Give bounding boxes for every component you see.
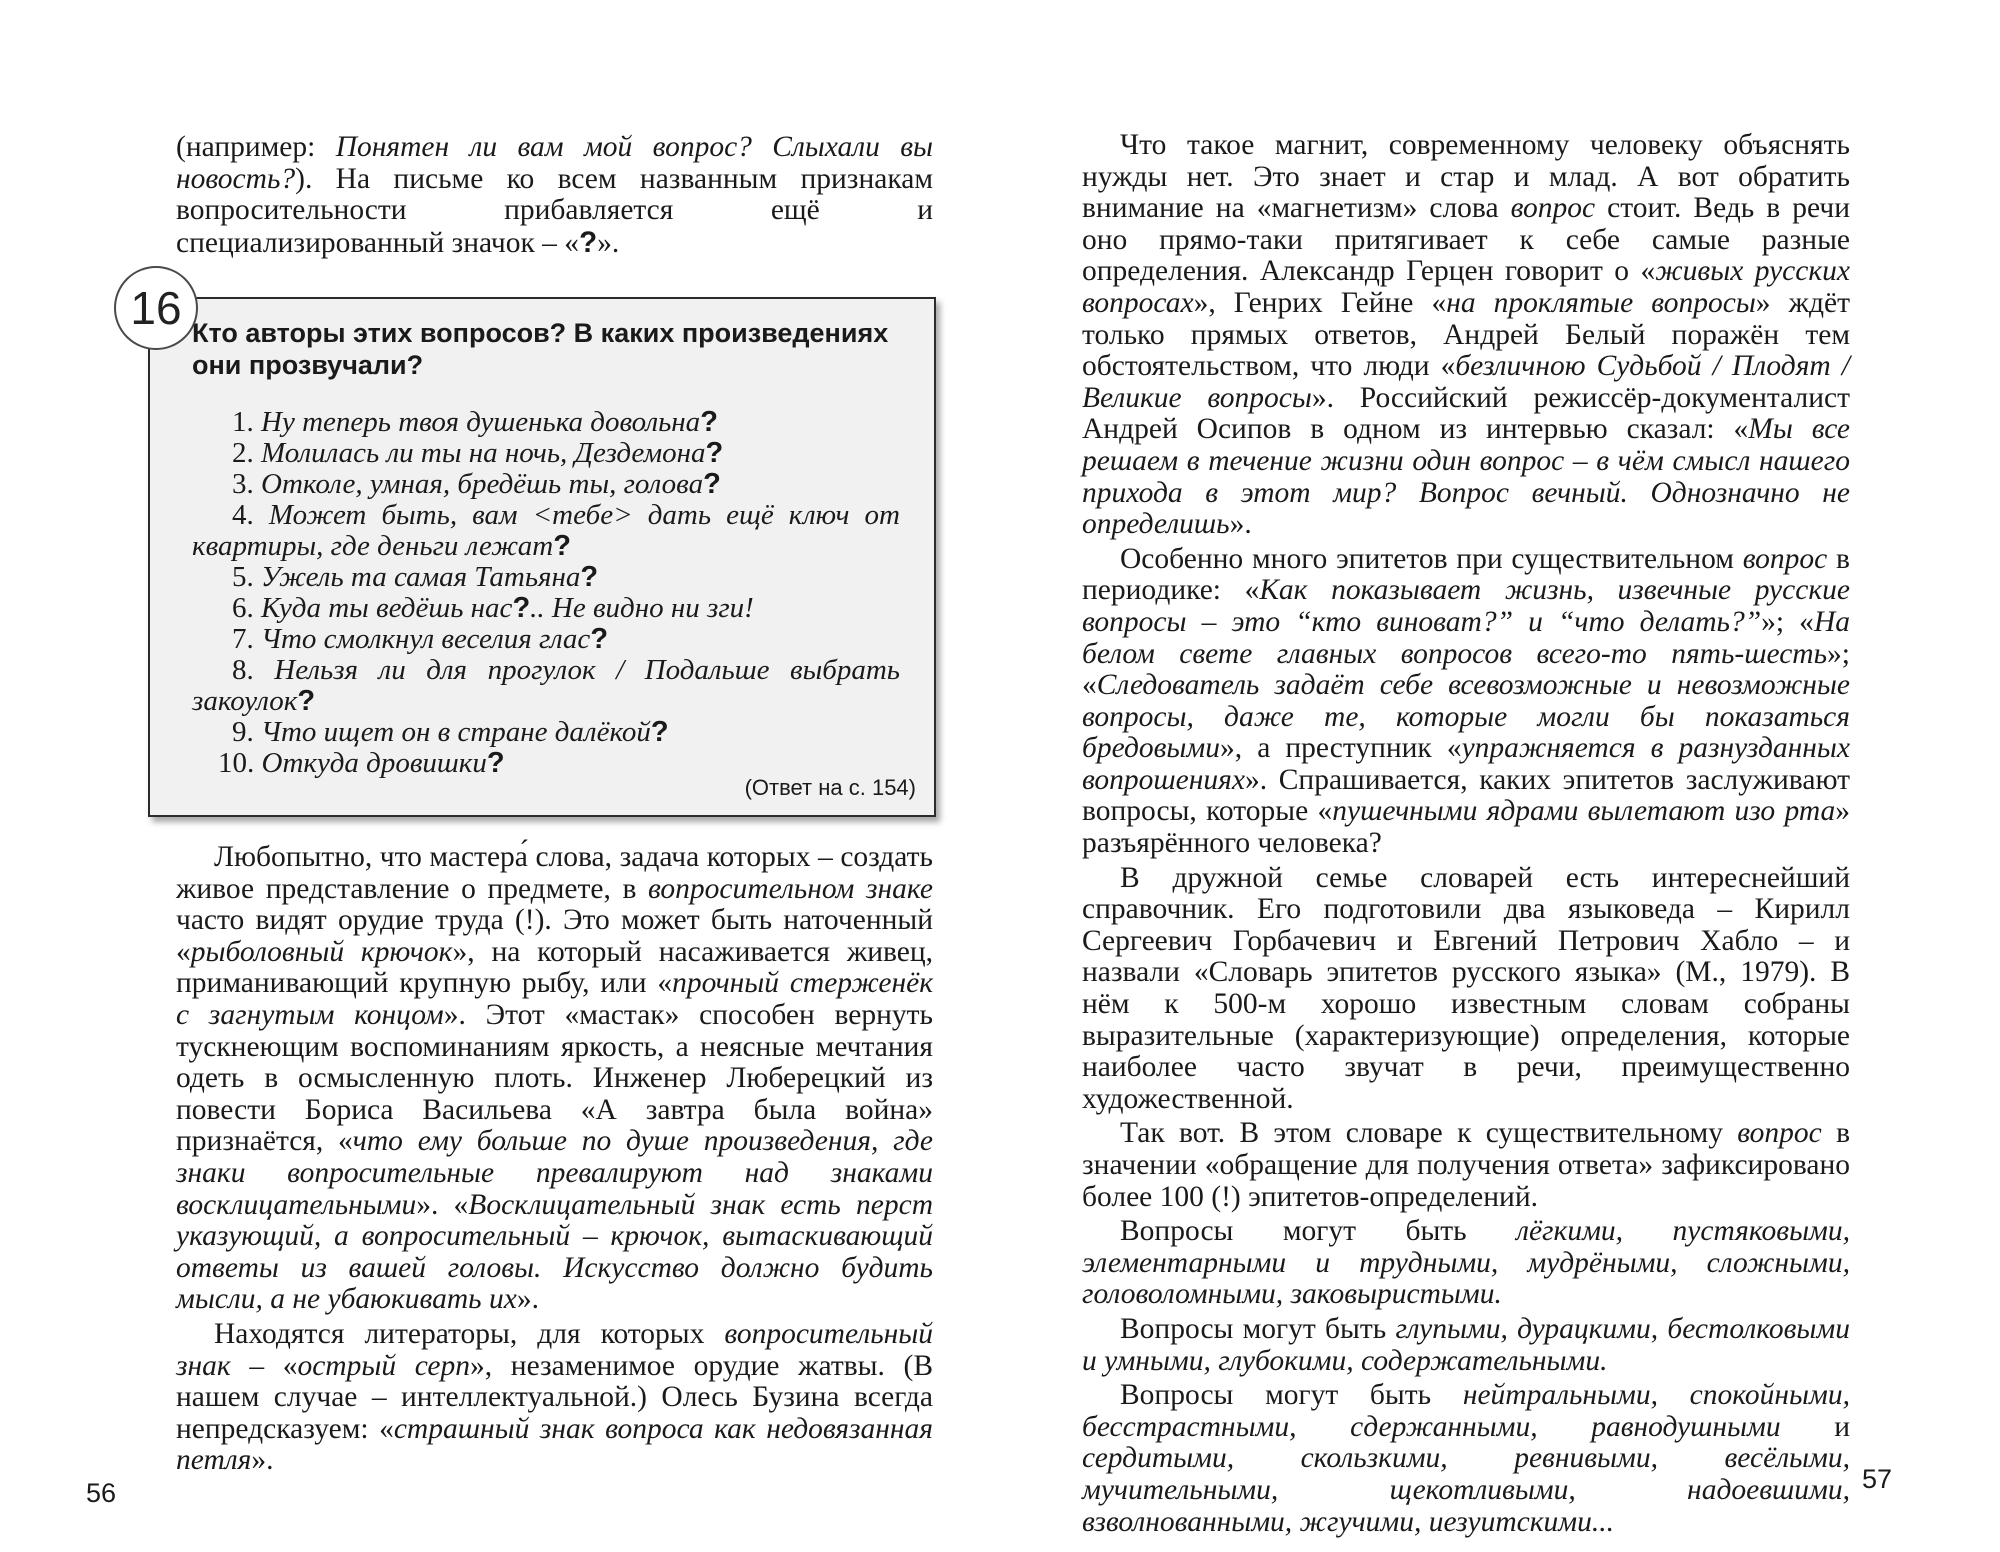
exercise-number-badge: 16 <box>114 266 198 350</box>
page-number: 56 <box>86 1478 117 1508</box>
item-text: .. Не видно ни зги! <box>530 592 754 624</box>
italic-span: острый серп <box>297 1349 471 1382</box>
question-mark: ? <box>579 225 598 259</box>
exercise-title: Кто авторы этих вопросов? В каких произведениях они прозвучали? <box>192 318 889 380</box>
italic-span: живых русских вопросах <box>1082 255 1850 319</box>
text-span: » ждёт только прямых ответов, Андрей Белый поражён тем обстоятельством, что люди « <box>1082 286 1850 383</box>
item-number: 7. <box>232 623 254 655</box>
item-number: 1. <box>232 406 254 438</box>
text-span: ». <box>251 1444 274 1477</box>
italic-span: Восклицательный знак есть перст указующий, а вопросительный – крючок, вытаскивающий ответы из вашей головы. Искусство должно будить мысли, а не убаюкивать их <box>176 1188 933 1316</box>
item-text: Ужель та самая Татьяна <box>261 561 581 593</box>
exercise-item <box>192 500 900 562</box>
item-number: 9. <box>232 716 254 748</box>
italic-span: пушечными ядрами вылетают изо рта <box>1332 795 1836 828</box>
right-page <box>1000 0 2000 1552</box>
item-number: 3. <box>232 468 254 500</box>
text-span: ». « <box>416 1188 469 1221</box>
item-text: Молилась ли ты на ночь, Дездемона <box>261 437 706 469</box>
italic-span: нейтральными, спокойными, бесстрастными, сдержанными, равнодушными <box>1082 1379 1850 1443</box>
question-mark: ? <box>590 623 609 655</box>
text-span: Так вот. В этом словаре к существительному <box>1120 1117 1738 1150</box>
text-span: Вопросы могут быть <box>1120 1215 1517 1248</box>
italic-span: упражняется в разнузданных вопрошениях <box>1082 732 1850 796</box>
question-mark: ? <box>486 747 505 779</box>
text-span: ». Российский режиссёр-документалист Андрей Осипов в одном из интервью сказал: « <box>1082 381 1851 446</box>
text-span: », на который насаживается живец, приманивающий крупную рыбу, или « <box>176 935 934 1000</box>
text-span: ». Этот «мастак» способен вернуть тускнеющим воспоминаниям яркость, а неясные мечтания одеть в осмысленную плоть. Инженер Люберецкий из повести Бориса Васильева «А завтра была война» признаётся, « <box>176 998 933 1158</box>
italic-quote: Понятен ли вам мой вопрос? Слыхали вы новость? <box>176 131 933 195</box>
text-span: Любопытно, что мастера́ слова, задача которых – создать живое представление о предмете, в <box>176 841 933 905</box>
text-span: »; « <box>1082 637 1850 702</box>
text-span: » разъярённого человека? <box>1082 795 1850 860</box>
text-span: ». <box>516 1283 539 1316</box>
text-span: в периодике: « <box>1082 542 1850 607</box>
item-number: 5. <box>232 561 254 593</box>
text-span: », Генрих Гейне « <box>1193 286 1447 319</box>
item-number: 6. <box>232 592 254 624</box>
exercise-item <box>192 562 900 593</box>
paragraph <box>176 842 933 1316</box>
italic-span: Следователь задаёт себе всевозможные и невозможные вопросы, даже те, которые могли бы показаться бредовыми <box>1082 669 1850 765</box>
paragraph <box>1082 544 1850 860</box>
paragraph <box>1082 1380 1850 1538</box>
question-mark: ? <box>700 406 718 438</box>
item-text: Нельзя ли для прогулок / Подальше выбрать закоулок <box>192 654 900 717</box>
item-number: 2. <box>232 437 254 469</box>
paragraph <box>1082 130 1850 541</box>
item-text: Откуда дровишки <box>261 747 487 779</box>
item-number: 10. <box>218 747 255 779</box>
paragraph: В дружной семье словарей есть интереснейший справочник. Его подготовили два языковеда – Кирилл Сергеевич Горбачевич и Евгений Петрович Хабло – и назвали «Словарь эпитетов русского языка» (М., 1979). В нём к 500-м хорошо известным словам собраны выразительные (характеризующие) определения, которые наиболее часто звучат в речи, преимущественно художественной. <box>1082 861 1850 1115</box>
item-number: 8. <box>232 654 254 686</box>
text-span: ». <box>597 226 620 259</box>
text-span: ». <box>1229 508 1252 541</box>
text-span: – « <box>230 1349 298 1382</box>
exercise-item <box>192 407 900 438</box>
italic-span: что ему больше по душе произведения, где знаки вопросительные превалируют над знаками восклицательными <box>176 1125 933 1221</box>
italic-span: безличною Судьбой / Плодят / Великие вопросы <box>1082 350 1850 414</box>
text-span: Вопросы могут быть <box>1120 1379 1463 1412</box>
exercise-item <box>192 624 900 655</box>
right-body-text <box>1082 130 1850 1538</box>
italic-span: вопрос <box>1742 542 1828 575</box>
intro-text <box>176 132 933 259</box>
text-span: и <box>1780 1410 1850 1443</box>
text-span: ). На письме ко всем названным признакам вопросительности прибавляется ещё и специализированный значок – « <box>176 162 933 259</box>
text-span: ». Спрашивается, каких эпитетов заслуживают вопросы, которые « <box>1082 763 1850 828</box>
italic-span: прочный стерженёк с загнутым концом <box>176 967 933 1031</box>
italic-span: глупыми, дурацкими, бестолковыми и умными, глубокими, содержательными. <box>1082 1312 1850 1377</box>
item-text: Может быть, вам <тебе> дать ещё ключ от квартиры, где деньги лежат <box>192 499 901 562</box>
text-span: в значении «обращение для получения ответа» зафиксировано более 100 (!) эпитетов-определений. <box>1082 1117 1850 1213</box>
text-span: стоит. Ведь в речи оно прямо-таки притягивает к себе самые разные определения. Александр Герцен говорит о « <box>1082 192 1851 288</box>
text-span: »; « <box>1761 605 1814 638</box>
exercise-answer-reference: (Ответ на с. 154) <box>744 775 916 800</box>
italic-span: вопросительном знаке <box>648 872 933 905</box>
exercise-list <box>192 407 900 779</box>
paragraph <box>1082 1216 1850 1311</box>
text-span: часто видят орудие труда (!). Это может быть наточенный « <box>176 904 933 968</box>
question-mark: ? <box>703 468 721 500</box>
question-mark: ? <box>553 530 571 562</box>
text-span: », незаменимое орудие жатвы. (В нашем случае – интеллектуальной.) Олесь Бузина всегда непредсказуем: « <box>176 1349 933 1445</box>
text-span: Особенно много эпитетов при существительном <box>1120 542 1743 575</box>
italic-span: Как показывает жизнь, извечные русские вопросы – это “кто виноват?” и “что делать?” <box>1082 574 1850 638</box>
question-mark: ? <box>650 716 669 748</box>
italic-span: рыболовный крючок <box>190 935 453 968</box>
exercise-item <box>192 717 900 748</box>
question-mark: ? <box>705 437 724 469</box>
exercise-item <box>192 593 900 624</box>
text-span: », а преступник « <box>1219 732 1462 765</box>
italic-span: вопросительный знак <box>176 1317 933 1382</box>
paragraph <box>1082 1314 1850 1377</box>
italic-span: сердитыми, скользкими, ревнивыми, весёлыми, мучительными, щекотливыми, надоевшими, взволнованными, жгучими, иезуитскими... <box>1082 1442 1850 1538</box>
item-text: Что ищет он в стране далёкой <box>261 716 651 748</box>
italic-span: вопрос <box>1737 1117 1822 1150</box>
text-span: Находятся литераторы, для которых <box>214 1317 725 1350</box>
italic-span: На белом свете главных вопросов всего-то пять-шесть <box>1082 605 1850 670</box>
italic-span: страшный знак вопроса как недовязанная петля <box>176 1412 933 1477</box>
italic-span: Мы все решаем в течение жизни один вопрос – в чём смысл нашего прихода в этот мир? Вопрос вечный. Однозначно не определишь <box>1082 413 1850 541</box>
exercise-box <box>148 297 936 817</box>
left-body-text <box>176 842 933 1477</box>
italic-span: лёгкими, пустяковыми, элементарными и трудными, мудрёными, сложными, головоломными, заковыристыми. <box>1082 1215 1850 1311</box>
page-number: 57 <box>1862 1464 1893 1494</box>
exercise-item <box>192 438 900 469</box>
item-text: Куда ты ведёшь нас <box>261 592 513 624</box>
exercise-item <box>192 655 900 717</box>
question-mark: ? <box>512 592 531 624</box>
item-text: Что смолкнул веселия глас <box>261 623 591 655</box>
item-text: Ну теперь твоя душенька довольна <box>261 406 701 438</box>
intro-paragraph <box>176 132 933 259</box>
italic-span: вопрос <box>1510 192 1596 225</box>
text-span: Что такое магнит, современному человеку объяснять нужды нет. Это знает и стар и млад. А вот обратить внимание на «магнетизм» слова <box>1082 129 1850 225</box>
text-span: (например: <box>176 131 336 163</box>
exercise-item <box>192 469 900 500</box>
item-text: Отколе, умная, бредёшь ты, голова <box>261 468 704 500</box>
question-mark: ? <box>297 685 316 717</box>
text-span: Вопросы могут быть <box>1120 1312 1396 1345</box>
item-number: 4. <box>232 499 254 531</box>
italic-span: на проклятые вопросы <box>1446 286 1756 319</box>
paragraph <box>176 1319 933 1477</box>
question-mark: ? <box>580 561 599 593</box>
paragraph <box>1082 1118 1850 1213</box>
